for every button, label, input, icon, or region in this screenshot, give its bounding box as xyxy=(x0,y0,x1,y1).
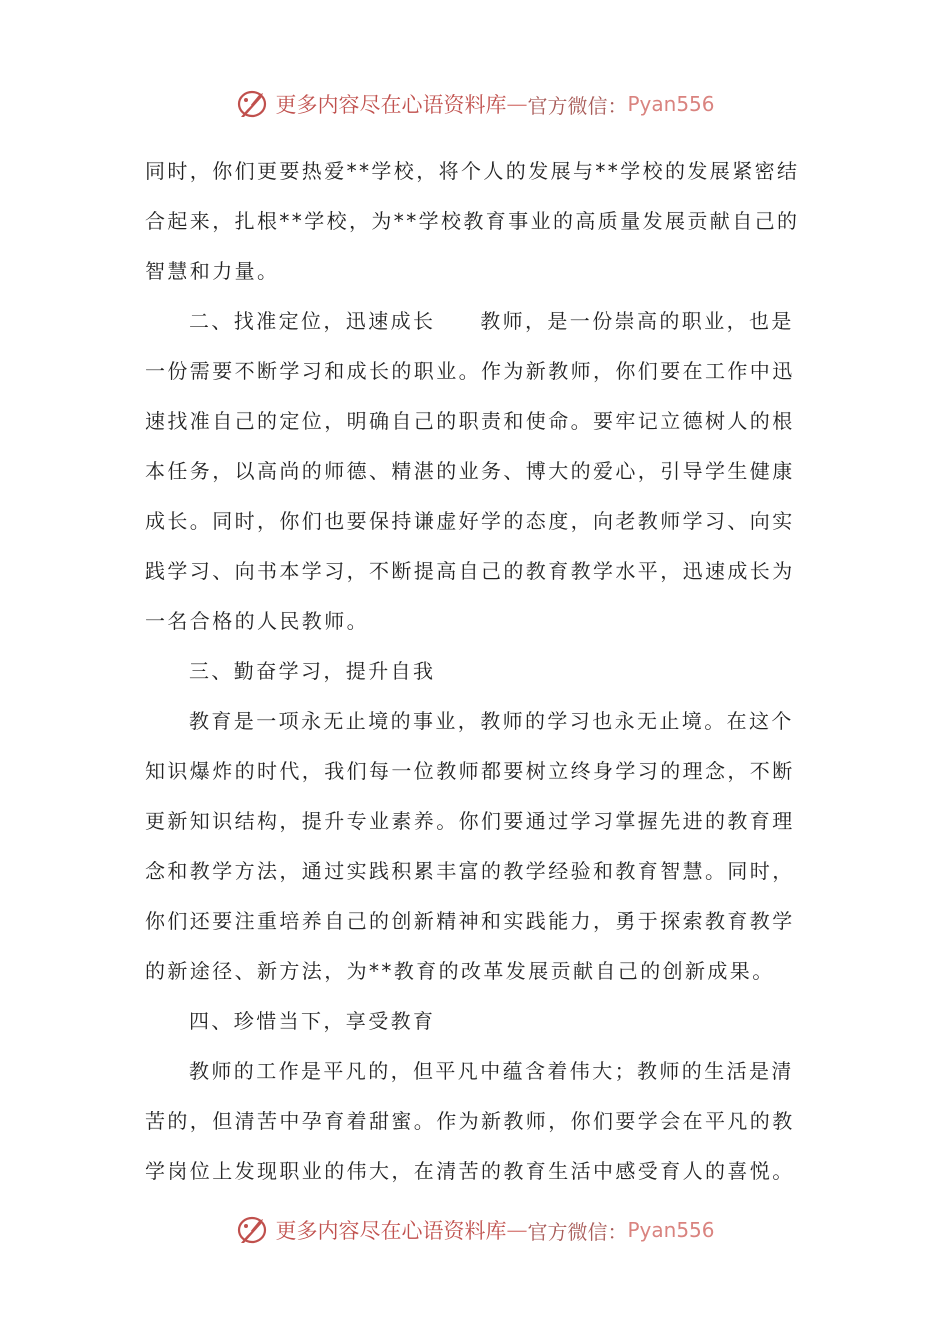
text-line: 践学习、向书本学习，不断提高自己的教育教学水平，迅速成长为 xyxy=(145,559,795,583)
watermark-wechat-label: 官方微信： xyxy=(527,93,628,118)
text-line: 教育是一项永无止境的事业，教师的学习也永无止境。在这个 xyxy=(189,709,794,733)
text-line: 教师的工作是平凡的，但平凡中蕴含着伟大；教师的生活是清 xyxy=(189,1059,794,1083)
text-line: 智慧和力量。 xyxy=(145,259,280,283)
text-line: 的新途径、新方法，为**教育的改革发展贡献自己的创新成果。 xyxy=(145,959,775,983)
text-line: 本任务，以高尚的师德、精湛的业务、博大的爱心，引导学生健康 xyxy=(145,459,795,483)
watermark-separator: — xyxy=(506,1218,528,1242)
watermark-wechat-label: 官方微信： xyxy=(527,1219,628,1244)
text-line: 苦的，但清苦中孕育着甜蜜。作为新教师，你们要学会在平凡的教 xyxy=(145,1109,795,1133)
watermark-wechat-id: Pyan556 xyxy=(627,1218,715,1242)
quill-logo-icon xyxy=(235,1213,269,1247)
section-heading-3: 三、勤奋学习，提升自我 xyxy=(189,659,436,683)
watermark-separator: — xyxy=(506,92,528,116)
text-line: 同时，你们更要热爱**学校，将个人的发展与**学校的发展紧密结 xyxy=(145,159,800,183)
quill-logo-icon xyxy=(235,87,269,121)
footer-watermark-banner xyxy=(0,1210,950,1250)
watermark-wechat-id: Pyan556 xyxy=(627,92,715,116)
watermark-brand-text: 更多内容尽在心语资料库 xyxy=(275,93,507,117)
section-heading-2: 二、找准定位，迅速成长 教师，是一份崇高的职业，也是 xyxy=(189,309,794,333)
text-line: 你们还要注重培养自己的创新精神和实践能力，勇于探索教育教学 xyxy=(145,909,795,933)
text-line: 一份需要不断学习和成长的职业。作为新教师，你们要在工作中迅 xyxy=(145,359,795,383)
text-line: 学岗位上发现职业的伟大，在清苦的教育生活中感受育人的喜悦。 xyxy=(145,1159,795,1183)
header-watermark-banner xyxy=(0,84,950,124)
document-body xyxy=(145,146,805,1196)
text-line: 速找准自己的定位，明确自己的职责和使命。要牢记立德树人的根 xyxy=(145,409,795,433)
text-line: 一名合格的人民教师。 xyxy=(145,609,369,633)
text-line: 念和教学方法，通过实践积累丰富的教学经验和教育智慧。同时， xyxy=(145,859,795,883)
text-line: 合起来，扎根**学校，为**学校教育事业的高质量发展贡献自己的 xyxy=(145,209,800,233)
text-line: 知识爆炸的时代，我们每一位教师都要树立终身学习的理念，不断 xyxy=(145,759,795,783)
section-heading-4: 四、珍惜当下，享受教育 xyxy=(189,1009,436,1033)
text-line: 成长。同时，你们也要保持谦虚好学的态度，向老教师学习、向实 xyxy=(145,509,795,533)
watermark-brand-text: 更多内容尽在心语资料库 xyxy=(275,1219,507,1243)
text-line: 更新知识结构，提升专业素养。你们要通过学习掌握先进的教育理 xyxy=(145,809,795,833)
